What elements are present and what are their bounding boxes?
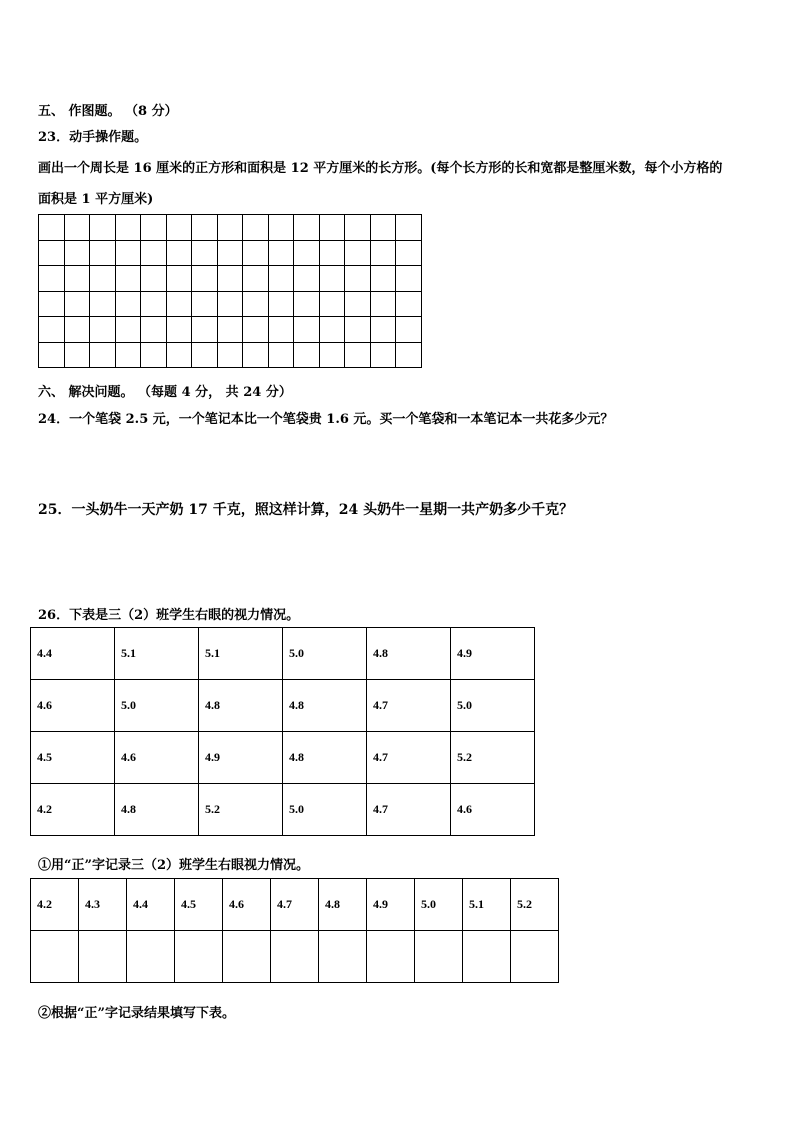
grid-cell [141, 317, 167, 343]
grid-cell [90, 240, 116, 266]
tally-header-cell: 4.9 [367, 879, 415, 931]
table-row [31, 680, 535, 732]
table-cell: 4.2 [31, 784, 115, 836]
grid-cell [90, 266, 116, 292]
grid-cell [90, 317, 116, 343]
grid-cell [166, 317, 192, 343]
grid-cell [90, 215, 116, 241]
table-cell: 5.2 [199, 784, 283, 836]
grid-cell [64, 240, 90, 266]
grid-cell [268, 291, 294, 317]
tally-answer-cell[interactable] [31, 931, 79, 983]
table-cell: 5.0 [115, 680, 199, 732]
grid-cell [345, 240, 371, 266]
grid-cell [294, 317, 320, 343]
table-cell: 4.8 [115, 784, 199, 836]
grid-cell [90, 342, 116, 368]
tally-answer-cell[interactable] [175, 931, 223, 983]
tally-answer-cell[interactable] [367, 931, 415, 983]
grid-cell [345, 266, 371, 292]
tally-answer-cell[interactable] [223, 931, 271, 983]
grid-cell [268, 266, 294, 292]
table-cell: 4.8 [367, 628, 451, 680]
table-cell: 4.8 [283, 680, 367, 732]
grid-cell [64, 342, 90, 368]
grid-cell [115, 291, 141, 317]
grid-row [39, 240, 422, 266]
grid-cell [319, 266, 345, 292]
table-cell: 5.0 [283, 628, 367, 680]
grid-cell [370, 317, 396, 343]
tally-header-cell: 4.5 [175, 879, 223, 931]
grid-cell [345, 317, 371, 343]
tally-answer-row [31, 931, 559, 983]
tally-header-cell: 4.7 [271, 879, 319, 931]
tally-header-cell: 4.4 [127, 879, 175, 931]
grid-cell [396, 342, 422, 368]
grid-row [39, 291, 422, 317]
grid-cell [217, 342, 243, 368]
grid-cell [192, 342, 218, 368]
grid-cell [370, 240, 396, 266]
grid-cell [141, 291, 167, 317]
grid-cell [243, 342, 269, 368]
grid-cell [345, 291, 371, 317]
grid-cell [217, 240, 243, 266]
grid-cell [217, 317, 243, 343]
grid-cell [370, 291, 396, 317]
grid-cell [115, 317, 141, 343]
grid-cell [294, 240, 320, 266]
vision-table [30, 627, 535, 836]
grid-cell [39, 342, 65, 368]
grid-row [39, 266, 422, 292]
grid-cell [217, 215, 243, 241]
grid-row [39, 317, 422, 343]
table-cell: 4.8 [199, 680, 283, 732]
grid-cell [115, 240, 141, 266]
grid-cell [294, 342, 320, 368]
tally-header-cell: 5.2 [511, 879, 559, 931]
grid-cell [166, 266, 192, 292]
tally-header-cell: 5.0 [415, 879, 463, 931]
table-row [31, 732, 535, 784]
grid-cell [370, 266, 396, 292]
grid-cell [396, 240, 422, 266]
grid-cell [217, 291, 243, 317]
grid-cell [39, 291, 65, 317]
tally-answer-cell[interactable] [463, 931, 511, 983]
grid-cell [192, 317, 218, 343]
square-grid [38, 214, 422, 368]
grid-cell [166, 240, 192, 266]
grid-cell [64, 291, 90, 317]
tally-header-cell: 4.8 [319, 879, 367, 931]
question-26-part-1: ①用“正”字记录三（2）班学生右眼视力情况。 [38, 858, 310, 873]
tally-header-cell: 5.1 [463, 879, 511, 931]
tally-header-cell: 4.6 [223, 879, 271, 931]
grid-cell [294, 215, 320, 241]
grid-cell [345, 215, 371, 241]
grid-cell [396, 291, 422, 317]
grid-cell [90, 291, 116, 317]
table-cell: 4.6 [451, 784, 535, 836]
grid-cell [243, 317, 269, 343]
grid-cell [268, 240, 294, 266]
grid-cell [192, 291, 218, 317]
table-cell: 4.8 [283, 732, 367, 784]
tally-answer-cell[interactable] [79, 931, 127, 983]
grid-cell [268, 317, 294, 343]
grid-cell [166, 342, 192, 368]
grid-cell [141, 215, 167, 241]
tally-table [30, 878, 559, 983]
table-cell: 4.7 [367, 732, 451, 784]
table-cell: 5.2 [451, 732, 535, 784]
grid-cell [294, 266, 320, 292]
table-row [31, 784, 535, 836]
question-23-line-1: 画出一个周长是 16 厘米的正方形和面积是 12 平方厘米的长方形。(每个长方形的长和宽都是整厘米数，每个小方格的 [38, 161, 723, 176]
grid-cell [39, 240, 65, 266]
grid-cell [39, 266, 65, 292]
question-24: 24．一个笔袋 2.5 元，一个笔记本比一个笔袋贵 1.6 元。买一个笔袋和一本笔记本一共花多少元？ [38, 412, 614, 427]
grid-cell [294, 291, 320, 317]
grid-cell [166, 291, 192, 317]
table-cell: 5.1 [199, 628, 283, 680]
table-cell: 4.9 [199, 732, 283, 784]
grid-cell [268, 342, 294, 368]
tally-answer-cell[interactable] [271, 931, 319, 983]
grid-cell [319, 215, 345, 241]
grid-cell [370, 342, 396, 368]
grid-cell [319, 342, 345, 368]
grid-cell [141, 342, 167, 368]
grid-cell [141, 240, 167, 266]
grid-cell [141, 266, 167, 292]
grid-cell [243, 215, 269, 241]
grid-row [39, 215, 422, 241]
grid-cell [64, 215, 90, 241]
table-cell: 4.7 [367, 680, 451, 732]
question-23-line-2: 面积是 1 平方厘米) [38, 192, 154, 207]
question-26-title: 26．下表是三（2）班学生右眼的视力情况。 [38, 608, 300, 623]
tally-header-row [31, 879, 559, 931]
grid-row [39, 342, 422, 368]
grid-cell [319, 291, 345, 317]
table-cell: 4.6 [31, 680, 115, 732]
grid-cell [396, 266, 422, 292]
grid-cell [217, 266, 243, 292]
tally-answer-cell[interactable] [127, 931, 175, 983]
grid-cell [243, 291, 269, 317]
grid-cell [319, 240, 345, 266]
grid-cell [192, 215, 218, 241]
grid-cell [64, 266, 90, 292]
table-cell: 4.6 [115, 732, 199, 784]
table-cell: 5.1 [115, 628, 199, 680]
grid-cell [192, 266, 218, 292]
table-cell: 4.9 [451, 628, 535, 680]
question-23-title: 23．动手操作题。 [38, 130, 148, 145]
question-25: 25．一头奶牛一天产奶 17 千克，照这样计算，24 头奶牛一星期一共产奶多少千克？ [38, 502, 574, 518]
section-6-title: 六、 解决问题。 （每题 4 分， 共 24 分） [38, 385, 292, 400]
grid-cell [115, 342, 141, 368]
tally-header-cell: 4.2 [31, 879, 79, 931]
grid-cell [268, 215, 294, 241]
grid-cell [64, 317, 90, 343]
grid-cell [396, 317, 422, 343]
table-cell: 4.4 [31, 628, 115, 680]
table-row [31, 628, 535, 680]
table-cell: 5.0 [451, 680, 535, 732]
table-cell: 5.0 [283, 784, 367, 836]
tally-answer-cell[interactable] [511, 931, 559, 983]
grid-cell [192, 240, 218, 266]
grid-cell [39, 317, 65, 343]
grid-cell [243, 240, 269, 266]
grid-cell [370, 215, 396, 241]
grid-cell [319, 317, 345, 343]
tally-answer-cell[interactable] [319, 931, 367, 983]
table-cell: 4.5 [31, 732, 115, 784]
grid-cell [166, 215, 192, 241]
grid-cell [243, 266, 269, 292]
grid-cell [396, 215, 422, 241]
table-cell: 4.7 [367, 784, 451, 836]
tally-header-cell: 4.3 [79, 879, 127, 931]
grid-cell [345, 342, 371, 368]
tally-answer-cell[interactable] [415, 931, 463, 983]
grid-cell [39, 215, 65, 241]
grid-cell [115, 266, 141, 292]
grid-cell [115, 215, 141, 241]
question-26-part-2: ②根据“正”字记录结果填写下表。 [38, 1006, 235, 1021]
section-5-title: 五、 作图题。 （8 分） [38, 104, 178, 119]
